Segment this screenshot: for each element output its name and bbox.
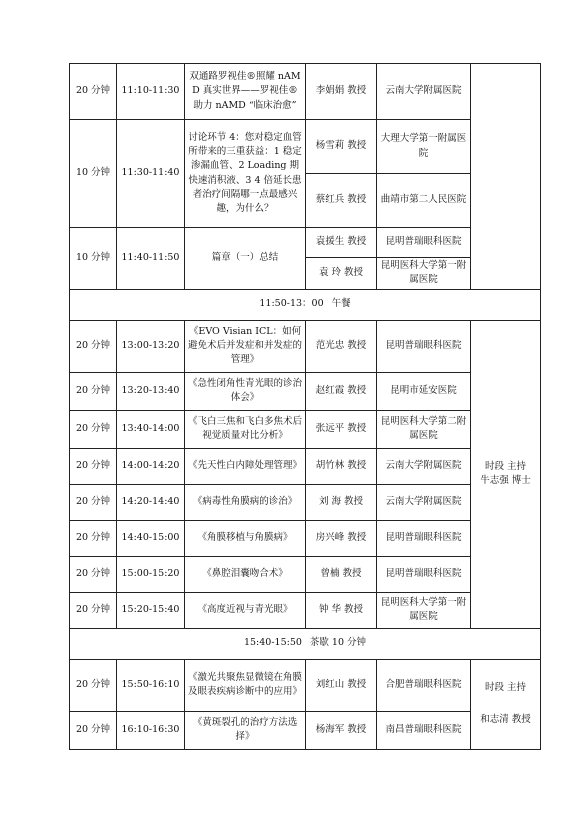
hospital-cell: 昆明医科大学第一附属医院 bbox=[377, 592, 471, 628]
host-label: 时段 主持 bbox=[484, 460, 527, 472]
hospital-cell: 曲靖市第二人民医院 bbox=[377, 174, 471, 228]
topic-cell: 《黄斑裂孔的治疗方法选择》 bbox=[185, 711, 306, 749]
table-row bbox=[70, 228, 541, 258]
hospital-cell: 昆明普瑞眼科医院 bbox=[377, 556, 471, 592]
duration-cell: 20 分钟 bbox=[70, 659, 117, 711]
speaker-cell: 蔡红兵 教授 bbox=[306, 174, 377, 228]
table-row bbox=[70, 320, 541, 372]
time-cell: 14:40-15:00 bbox=[117, 520, 185, 556]
time-cell: 11:10-11:30 bbox=[117, 64, 185, 120]
topic-cell: 双通路罗视佳®照耀 nAMD 真实世界——罗视佳®助力 nAMD “临床治愈” bbox=[185, 64, 306, 120]
topic-cell: 《角膜移植与角膜病》 bbox=[185, 520, 306, 556]
speaker-cell: 曾楠 教授 bbox=[306, 556, 377, 592]
table-row bbox=[70, 120, 541, 174]
host-cell bbox=[471, 659, 541, 749]
time-cell: 11:30-11:40 bbox=[117, 120, 185, 228]
tea-time: 15:40-15:50 bbox=[243, 637, 302, 649]
lunch-label: 午餐 bbox=[331, 298, 351, 310]
speaker-cell: 李娟娟 教授 bbox=[306, 64, 377, 120]
lunch-time: 11:50-13：00 bbox=[259, 298, 324, 310]
hospital-cell: 云南大学附属医院 bbox=[377, 64, 471, 120]
hospital-cell: 昆明医科大学第二附属医院 bbox=[377, 410, 471, 448]
speaker-cell: 杨雪莉 教授 bbox=[306, 120, 377, 174]
duration-cell: 20 分钟 bbox=[70, 556, 117, 592]
duration-cell: 20 分钟 bbox=[70, 448, 117, 484]
table-row bbox=[70, 592, 541, 628]
time-cell: 15:50-16:10 bbox=[117, 659, 185, 711]
topic-cell: 《病毒性角膜病的诊治》 bbox=[185, 484, 306, 520]
speaker-cell: 赵红霞 教授 bbox=[306, 372, 377, 410]
duration-cell: 10 分钟 bbox=[70, 120, 117, 228]
hospital-cell: 大理大学第一附属医院 bbox=[377, 120, 471, 174]
speaker-cell: 杨海军 教授 bbox=[306, 711, 377, 749]
table-row bbox=[70, 711, 541, 749]
duration-cell: 20 分钟 bbox=[70, 484, 117, 520]
speaker-cell: 范光忠 教授 bbox=[306, 320, 377, 372]
speaker-cell: 张远平 教授 bbox=[306, 410, 377, 448]
time-cell: 13:00-13:20 bbox=[117, 320, 185, 372]
hospital-cell: 昆明普瑞眼科医院 bbox=[377, 520, 471, 556]
hospital-cell: 昆明普瑞眼科医院 bbox=[377, 320, 471, 372]
speaker-cell: 袁援生 教授 bbox=[306, 228, 377, 258]
topic-cell: 《EVO Visian ICL：如何避免术后并发症和并发症的管理》 bbox=[185, 320, 306, 372]
hospital-cell: 合肥普瑞眼科医院 bbox=[377, 659, 471, 711]
time-cell: 13:20-13:40 bbox=[117, 372, 185, 410]
speaker-cell: 房兴峰 教授 bbox=[306, 520, 377, 556]
topic-cell: 《激光共聚焦显微镜在角膜及眼表疾病诊断中的应用》 bbox=[185, 659, 306, 711]
duration-cell: 20 分钟 bbox=[70, 320, 117, 372]
topic-cell: 《鼻腔泪囊吻合术》 bbox=[185, 556, 306, 592]
time-cell: 13:40-14:00 bbox=[117, 410, 185, 448]
speaker-cell: 胡竹林 教授 bbox=[306, 448, 377, 484]
speaker-cell: 钟 华 教授 bbox=[306, 592, 377, 628]
duration-cell: 20 分钟 bbox=[70, 711, 117, 749]
time-cell: 16:10-16:30 bbox=[117, 711, 185, 749]
hospital-cell: 云南大学附属医院 bbox=[377, 448, 471, 484]
table-row bbox=[70, 484, 541, 520]
time-cell: 15:00-15:20 bbox=[117, 556, 185, 592]
topic-cell: 讨论环节 4：您对稳定血管所带来的三重获益：1 稳定渗漏血管、2 Loading 期快速消积液、3 4 倍延长患者治疗间隔哪一点最感兴趣，为什么？ bbox=[185, 120, 306, 228]
host-cell bbox=[471, 320, 541, 628]
topic-cell: 《先天性白内障处理管理》 bbox=[185, 448, 306, 484]
hospital-cell: 昆明市延安医院 bbox=[377, 372, 471, 410]
table-row bbox=[70, 556, 541, 592]
duration-cell: 20 分钟 bbox=[70, 592, 117, 628]
topic-cell: 《急性闭角性青光眼的诊治体会》 bbox=[185, 372, 306, 410]
break-row bbox=[70, 628, 541, 659]
hospital-cell: 昆明医科大学第一附属医院 bbox=[377, 258, 471, 290]
duration-cell: 20 分钟 bbox=[70, 520, 117, 556]
time-cell: 14:00-14:20 bbox=[117, 448, 185, 484]
host-name: 牛志强 博士 bbox=[480, 475, 531, 486]
break-row bbox=[70, 289, 541, 320]
lunch-cell bbox=[70, 289, 541, 320]
time-cell: 15:20-15:40 bbox=[117, 592, 185, 628]
table-row bbox=[70, 64, 541, 120]
topic-cell: 篇章（一）总结 bbox=[185, 228, 306, 290]
topic-cell: 《飞白三焦和飞白多焦术后视觉质量对比分析》 bbox=[185, 410, 306, 448]
hospital-cell: 南昌普瑞眼科医院 bbox=[377, 711, 471, 749]
host-label: 时段 主持 bbox=[484, 681, 527, 693]
host-cell-empty bbox=[471, 64, 541, 290]
time-cell: 14:20-14:40 bbox=[117, 484, 185, 520]
duration-cell: 20 分钟 bbox=[70, 64, 117, 120]
table-row bbox=[70, 410, 541, 448]
duration-cell: 10 分钟 bbox=[70, 228, 117, 290]
speaker-cell: 袁 玲 教授 bbox=[306, 258, 377, 290]
hospital-cell: 昆明普瑞眼科医院 bbox=[377, 228, 471, 258]
duration-cell: 20 分钟 bbox=[70, 410, 117, 448]
table-row bbox=[70, 659, 541, 711]
table-row bbox=[70, 448, 541, 484]
duration-cell: 20 分钟 bbox=[70, 372, 117, 410]
tea-label: 茶歇 10 分钟 bbox=[309, 637, 367, 649]
table-row bbox=[70, 520, 541, 556]
schedule-table bbox=[69, 63, 541, 750]
speaker-cell: 刘 海 教授 bbox=[306, 484, 377, 520]
time-cell: 11:40-11:50 bbox=[117, 228, 185, 290]
tea-cell bbox=[70, 628, 541, 659]
speaker-cell: 刘红山 教授 bbox=[306, 659, 377, 711]
hospital-cell: 云南大学附属医院 bbox=[377, 484, 471, 520]
table-row bbox=[70, 372, 541, 410]
host-name: 和志清 教授 bbox=[480, 714, 531, 725]
topic-cell: 《高度近视与青光眼》 bbox=[185, 592, 306, 628]
